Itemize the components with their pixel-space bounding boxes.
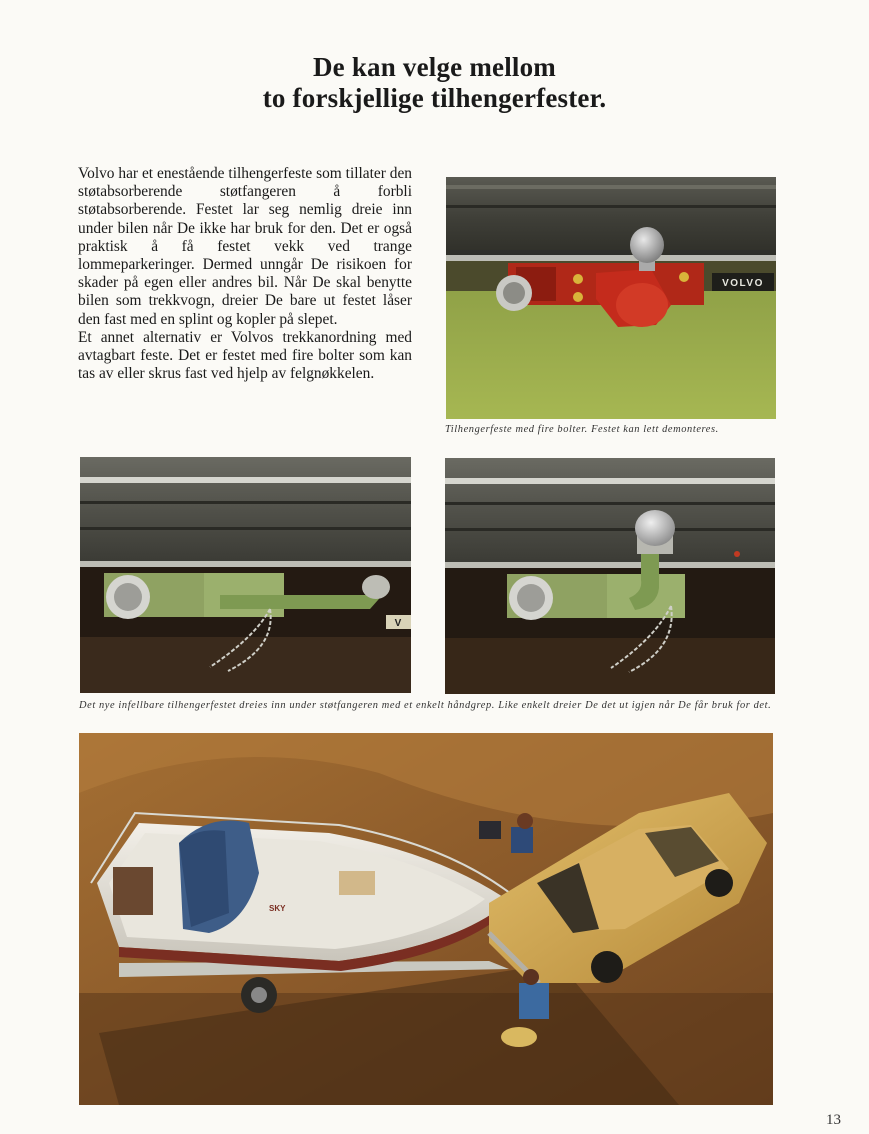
body-paragraph-2: Et annet alternativ er Volvos trekkanordning med avtagbart feste. Det er festet med fire bolter som kan tas av eller skrus fast ved hjelp av felgnøkkelen. — [78, 328, 412, 383]
body-text — [78, 165, 412, 383]
volvo-badge: VOLVO — [722, 278, 764, 289]
page-number: 13 — [826, 1112, 841, 1128]
heading-line-1: De kan velge mellom — [312, 52, 556, 82]
heading-line-2: to forskjellige tilhengerfester. — [262, 83, 607, 113]
body-paragraph-1: Volvo har et enestående tilhengerfeste som tillater den støtabsorberende støtfangeren å forbli støtabsorberende. Festet lar seg nemlig dreie inn under bilen når De ikke har bruk for den. Det er også praktisk å få festet vekk ved trange lommeparkeringer. Dermed unngår De risikoen for skader på egen eller andres bil. Når De skal benytte bilen som trekkvogn, dreier De bare ut festet låser den fast med en splint og kopler på slepet. — [78, 165, 412, 328]
caption-bolt-on-hitch: Tilhengerfeste med fire bolter. Festet kan lett demonteres. — [445, 424, 719, 435]
photo-folded-hitch — [80, 457, 411, 693]
caption-swivel-hitch: Det nye infellbare tilhengerfestet dreies inn under støtfangeren med et enkelt håndgrep. Like enkelt dreier De det ut igjen når De får bruk for det. — [79, 700, 772, 711]
page-heading — [0, 52, 869, 114]
boat-name: SKY — [269, 904, 286, 913]
photo-car-towing-boat — [79, 733, 773, 1105]
photo-swung-out-hitch — [445, 458, 775, 694]
volvo-badge-partial: V — [394, 618, 402, 629]
photo-bolt-on-hitch — [446, 177, 776, 419]
